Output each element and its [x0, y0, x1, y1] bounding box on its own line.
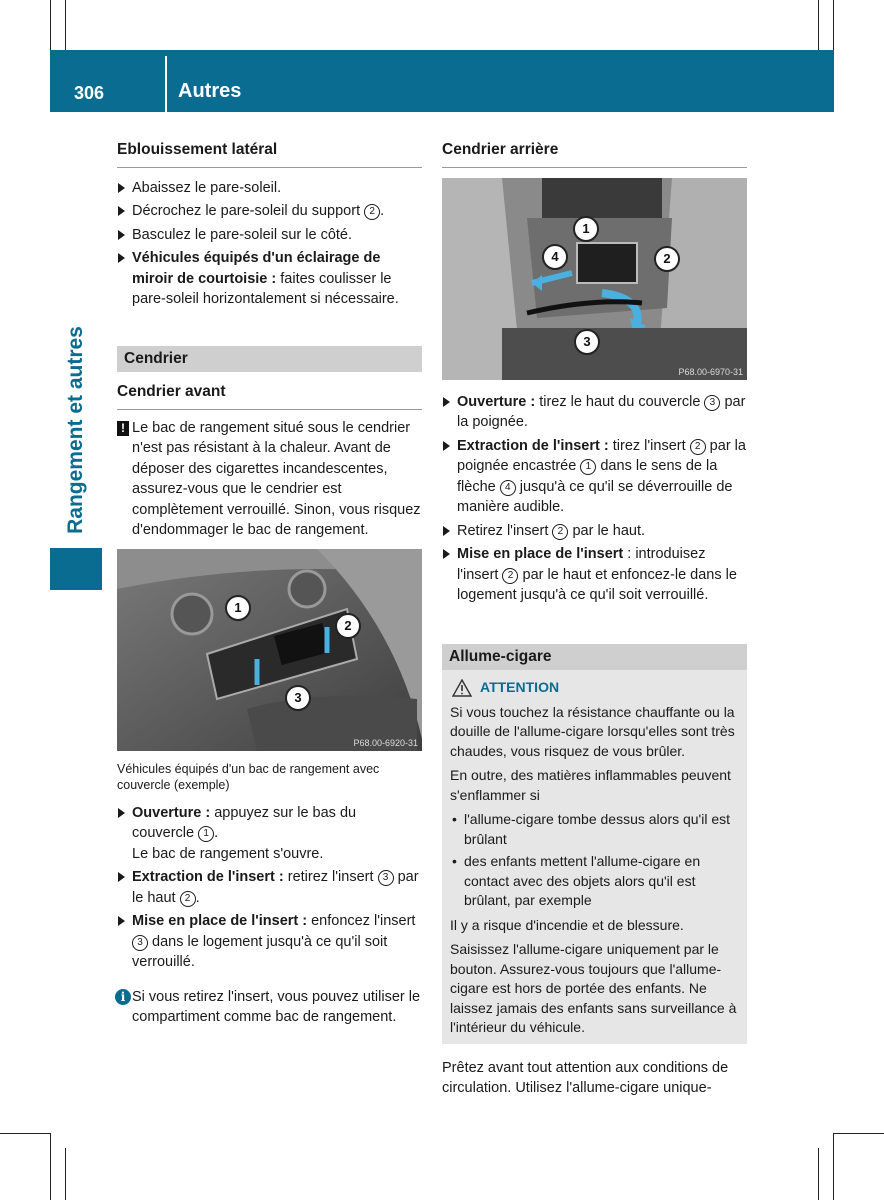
- closing-paragraph: Prêtez avant tout attention aux conditions de circulation. Utilisez l'allume-cigare unique-: [442, 1059, 729, 1096]
- crop-mark: [833, 0, 834, 50]
- list-item: Retirez l'insert 2 par le haut.: [442, 521, 747, 542]
- list-item: • l'allume-cigare tombe dessus alors qu'il est brûlant: [450, 810, 739, 849]
- ref-number: 3: [704, 395, 720, 411]
- callout-4: 4: [542, 244, 568, 270]
- warning-list: [450, 810, 739, 911]
- warning-box: [442, 670, 747, 1044]
- callout-2: 2: [335, 613, 361, 639]
- heading-glare: Eblouissement latéral: [117, 140, 422, 168]
- list-item: Ouverture : appuyez sur le bas du couvercle 1 . Le bac de rangement s'ouvre.: [117, 803, 422, 865]
- crop-mark: [834, 1133, 884, 1134]
- warning-text: Il y a risque d'incendie et de blessure.: [450, 916, 684, 933]
- list-item: • des enfants mettent l'allume-cigare en contact avec des objets alors qu'il est brûlant, par exemple: [450, 852, 739, 911]
- ref-number: 2: [552, 524, 568, 540]
- list-item: Mise en place de l'insert : introduisez l'insert 2 par le haut et enfoncez-le dans le logement jusqu'à ce qu'il soit verrouillé.: [442, 544, 747, 606]
- image-code: P68.00-6920-31: [353, 737, 418, 748]
- crop-mark: [818, 1148, 819, 1200]
- callout-2: 2: [654, 246, 680, 272]
- ref-number: 4: [500, 480, 516, 496]
- ref-number: 2: [364, 204, 380, 220]
- crop-mark: [833, 1133, 834, 1200]
- warning-triangle-icon: [452, 679, 472, 697]
- crop-mark: [50, 0, 51, 50]
- crop-mark: [50, 1133, 51, 1200]
- list-item: Abaissez le pare-soleil.: [117, 178, 422, 199]
- list-item: Véhicules équipés d'un éclairage de miroir de courtoisie : faites coulisser le pare-soleil horizontalement si nécessaire.: [117, 248, 422, 310]
- callout-1: 1: [225, 595, 251, 621]
- ref-number: 3: [378, 870, 394, 886]
- rear-ashtray-image: [442, 178, 747, 380]
- page-header: [50, 50, 834, 112]
- list-item: Basculez le pare-soleil sur le côté.: [117, 225, 422, 246]
- warning-text: En outre, des matières inflammables peuvent s'enflammer si: [450, 767, 731, 803]
- warning-note: ! Le bac de rangement situé sous le cendrier n'est pas résistant à la chaleur. Avant de déposer des cigarettes incandescentes, assurez-vous que le cendrier est complètement verrouillé. Sinon, vous risquez d'endommager le bac de rangement.: [117, 418, 422, 541]
- ref-number: 3: [132, 935, 148, 951]
- ref-number: 2: [180, 891, 196, 907]
- rear-ashtray-steps: [442, 392, 747, 606]
- list-item: Mise en place de l'insert : enfoncez l'insert 3 dans le logement jusqu'à ce qu'il soit verrouillé.: [117, 911, 422, 973]
- heading-rear-ashtray: Cendrier arrière: [442, 140, 747, 168]
- front-ashtray-illustration: [117, 549, 422, 751]
- section-bar-ashtray: Cendrier: [117, 346, 422, 373]
- page-number: 306: [74, 83, 105, 103]
- warning-title: ATTENTION: [480, 678, 739, 698]
- exclamation-icon: !: [117, 421, 129, 436]
- list-item: Extraction de l'insert : tirez l'insert 2 par la poignée encastrée 1 dans le sens de la flèche 4 jusqu'à ce qu'il se déverrouille de manière audible.: [442, 436, 747, 518]
- list-item: Extraction de l'insert : retirez l'insert 3 par le haut 2 .: [117, 867, 422, 908]
- image-code: P68.00-6970-31: [678, 366, 743, 377]
- warning-text: Saisissez l'allume-cigare uniquement par le bouton. Assurez-vous toujours que l'allume-cigare est hors de portée des enfants. Ne laissez jamais des enfants sans surveillance à l'intérieur du véhicule.: [450, 941, 737, 1035]
- right-column: [442, 140, 747, 1099]
- crop-mark: [818, 0, 819, 50]
- side-chapter-tab: [50, 548, 102, 590]
- crop-mark: [65, 1148, 66, 1200]
- side-chapter-label: Rangement et autres: [63, 326, 87, 534]
- heading-front-ashtray: Cendrier avant: [117, 382, 422, 410]
- front-ashtray-image: [117, 549, 422, 751]
- glare-steps: [117, 178, 422, 310]
- chapter-title: Autres: [178, 80, 242, 102]
- ref-number: 2: [690, 439, 706, 455]
- left-column: [117, 140, 422, 1028]
- front-ashtray-steps: [117, 803, 422, 973]
- ref-number: 2: [502, 568, 518, 584]
- info-icon: i: [115, 989, 131, 1005]
- list-item: Ouverture : tirez le haut du couvercle 3 par la poignée.: [442, 392, 747, 433]
- info-note: i Si vous retirez l'insert, vous pouvez utiliser le compartiment comme bac de rangement.: [117, 987, 422, 1028]
- callout-1: 1: [573, 216, 599, 242]
- warning-text: Si vous touchez la résistance chauffante ou la douille de l'allume-cigare lorsqu'elles sont très chaudes, vous risquez de vous brûler.: [450, 703, 735, 759]
- callout-3: 3: [285, 685, 311, 711]
- list-item: Décrochez le pare-soleil du support 2 .: [117, 201, 422, 222]
- callout-3: 3: [574, 329, 600, 355]
- section-bar-lighter: Allume-cigare: [442, 644, 747, 671]
- image-caption: Véhicules équipés d'un bac de rangement avec couvercle (exemple): [117, 761, 380, 792]
- crop-mark: [65, 0, 66, 50]
- header-divider: [165, 56, 167, 112]
- crop-mark: [0, 1133, 50, 1134]
- ref-number: 1: [580, 459, 596, 475]
- ref-number: 1: [198, 826, 214, 842]
